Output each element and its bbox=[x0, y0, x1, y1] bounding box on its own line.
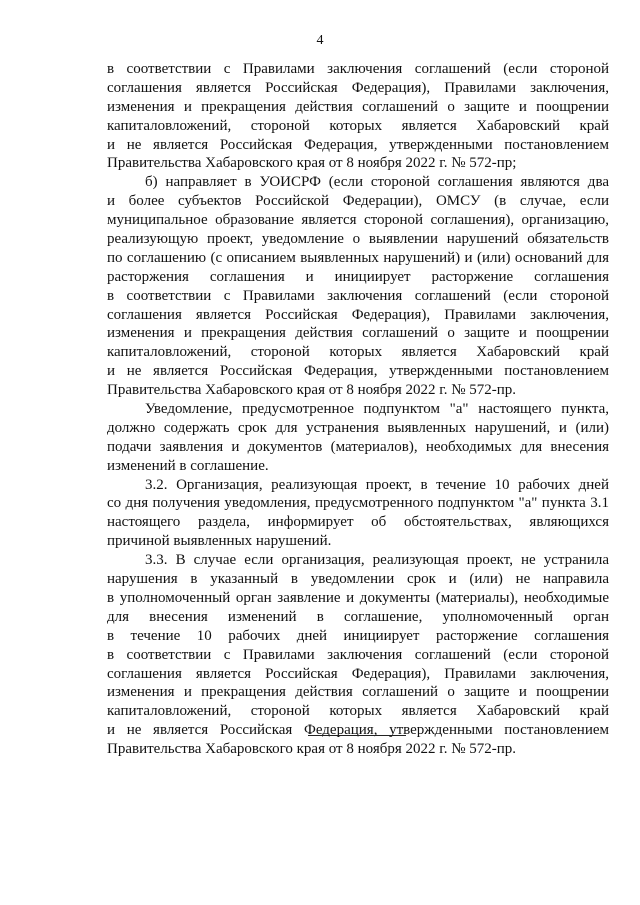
end-of-document-rule bbox=[308, 735, 406, 736]
text-line: изменений в соглашение. bbox=[107, 457, 269, 474]
text-line: капиталовложений, стороной которых является Хабаровский край bbox=[107, 117, 609, 134]
text-line: в соответствии с Правилами заключения соглашений (если стороной bbox=[107, 61, 609, 77]
text-line: расторжения соглашения и инициирует расторжение соглашения bbox=[107, 268, 609, 285]
paragraph-notification bbox=[107, 400, 609, 476]
text-line: причиной выявленных нарушений. bbox=[107, 533, 332, 550]
text-line: и более субъектов Российской Федерации), ОМСУ (в случае, если bbox=[107, 193, 609, 210]
page-number: 4 bbox=[316, 33, 324, 48]
text-line: в соответствии с Правилами заключения соглашений (если стороной bbox=[107, 287, 609, 304]
text-line: реализующую проект, уведомление о выявлении нарушений обязательств bbox=[107, 231, 609, 248]
paragraph-3-3 bbox=[107, 551, 609, 759]
text-line: должно содержать срок для устранения выявленных нарушений, и (или) bbox=[107, 419, 609, 436]
text-line: соглашения является Российская Федерация), Правилами заключения, bbox=[107, 79, 609, 96]
text-line: капиталовложений, стороной которых является Хабаровский край bbox=[107, 344, 609, 361]
text-line: со дня получения уведомления, предусмотренного подпунктом "а" пункта 3.1 bbox=[107, 495, 609, 512]
text-line: в уполномоченный орган заявление и документы (материалы), необходимые bbox=[107, 589, 609, 606]
text-line: и не является Российская Федерация, утвержденными постановлением bbox=[107, 363, 609, 380]
text-line: подачи заявления и документов (материалов), необходимых для внесения bbox=[107, 438, 609, 455]
paragraph-3-2 bbox=[107, 476, 609, 552]
text-line: капиталовложений, стороной которых является Хабаровский край bbox=[107, 703, 609, 720]
text-line: Правительства Хабаровского края от 8 ноября 2022 г. № 572-пр. bbox=[107, 741, 517, 758]
text-line: изменения и прекращения действия соглашений о защите и поощрении bbox=[107, 684, 609, 701]
text-line: в течение 10 рабочих дней инициирует расторжение соглашения bbox=[107, 627, 609, 644]
text-line: муниципальное образование является стороной соглашения), организацию, bbox=[107, 212, 609, 229]
text-line: для внесения изменений в соглашение, уполномоченный орган bbox=[107, 608, 609, 625]
document-body bbox=[107, 60, 609, 759]
text-line: в соответствии с Правилами заключения соглашений (если стороной bbox=[107, 646, 609, 663]
text-line: б) направляет в УОИСРФ (если стороной соглашения являются два bbox=[145, 174, 609, 191]
text-line: Правительства Хабаровского края от 8 ноября 2022 г. № 572-пр; bbox=[107, 155, 517, 172]
text-line: Уведомление, предусмотренное подпунктом "а" настоящего пункта, bbox=[145, 401, 609, 418]
text-line: нарушения в указанный в уведомлении срок и (или) не направила bbox=[107, 571, 609, 588]
text-line: соглашения является Российская Федерация), Правилами заключения, bbox=[107, 306, 609, 323]
paragraph-item-b bbox=[107, 173, 609, 400]
text-line: соглашения является Российская Федерация), Правилами заключения, bbox=[107, 665, 609, 682]
text-line: и не является Российская Федерация, утвержденными постановлением bbox=[107, 136, 609, 153]
text-line: по соглашению (с описанием выявленных нарушений) и (или) оснований для bbox=[107, 249, 609, 266]
text-line: 3.3. В случае если организация, реализующая проект, не устранила bbox=[145, 552, 609, 569]
paragraph-continuation bbox=[107, 60, 609, 173]
text-line: настоящего раздела, информирует об обстоятельствах, являющихся bbox=[107, 514, 609, 531]
text-line: 3.2. Организация, реализующая проект, в течение 10 рабочих дней bbox=[145, 476, 609, 493]
text-line: Правительства Хабаровского края от 8 ноября 2022 г. № 572-пр. bbox=[107, 382, 517, 399]
text-line: и не является Российская Федерация, утвержденными постановлением bbox=[107, 722, 609, 739]
text-line: изменения и прекращения действия соглашений о защите и поощрении bbox=[107, 98, 609, 115]
text-line: изменения и прекращения действия соглашений о защите и поощрении bbox=[107, 325, 609, 342]
